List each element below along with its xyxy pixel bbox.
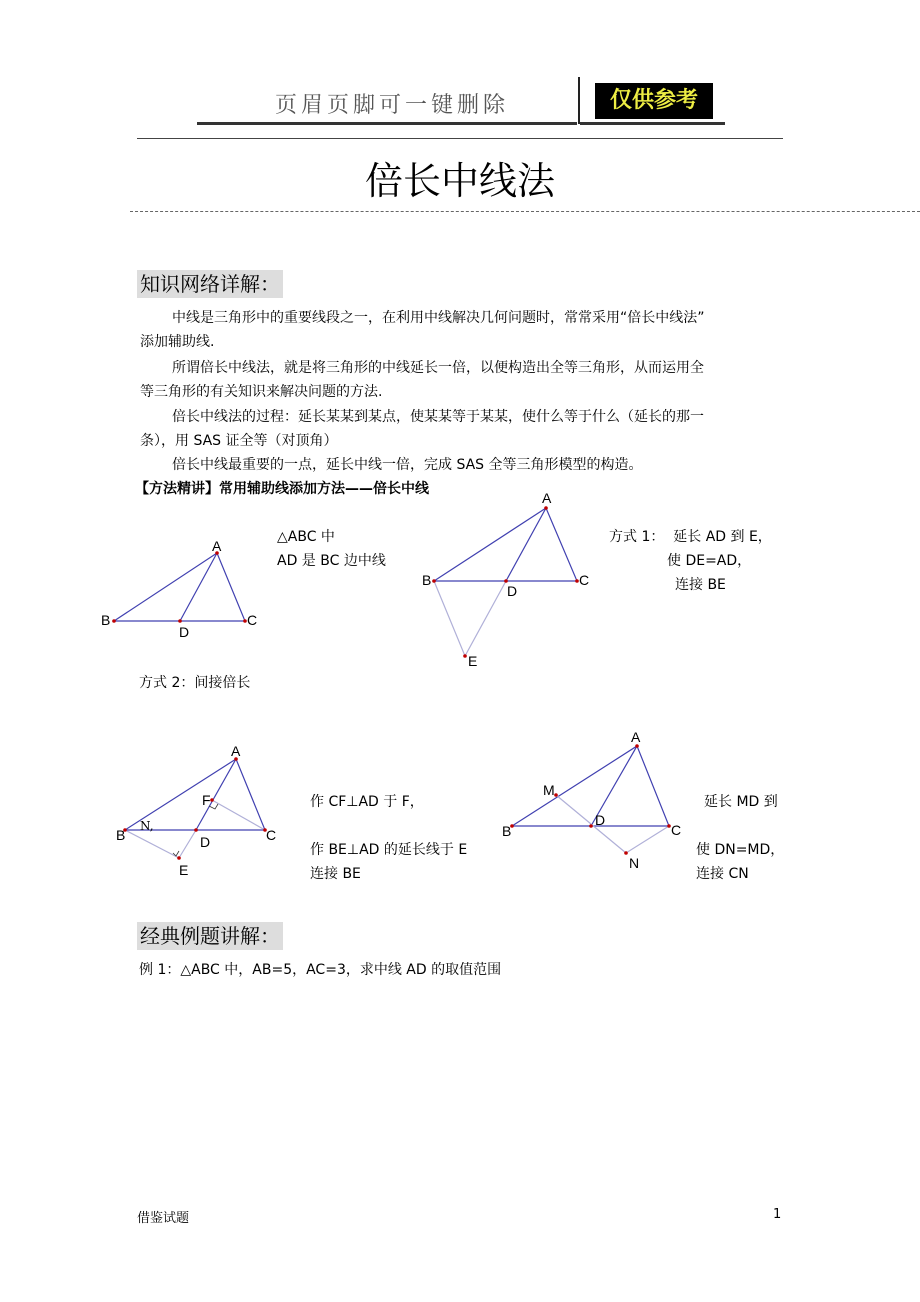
reference-badge: 仅供参考 bbox=[595, 83, 713, 119]
paragraph: 添加辅助线. bbox=[140, 334, 215, 350]
angle-label: N, bbox=[140, 819, 154, 833]
figure-caption: 方式 1： 延长 AD 到 E， bbox=[609, 529, 772, 545]
vertex-label: D bbox=[200, 834, 211, 850]
example-question: 例 1：△ABC 中，AB=5，AC=3，求中线 AD 的取值范围 bbox=[139, 962, 502, 978]
figure-caption: 连接 CN bbox=[696, 866, 749, 882]
vertex-label: B bbox=[422, 572, 432, 588]
vertex-label: A bbox=[231, 743, 241, 759]
vertex-label: A bbox=[631, 729, 641, 745]
figure-caption: 延长 MD 到 bbox=[704, 794, 778, 810]
figure-caption: AD 是 BC 边中线 bbox=[277, 553, 386, 569]
paragraph: 倍长中线最重要的一点，延长中线一倍，完成 SAS 全等三角形模型的构造。 bbox=[172, 457, 643, 473]
page-number: 1 bbox=[773, 1207, 782, 1222]
vertex-label: C bbox=[247, 612, 258, 628]
vertex-label: E bbox=[468, 653, 478, 669]
vertex-label: N bbox=[629, 855, 640, 871]
section-heading: 经典例题讲解： bbox=[137, 922, 283, 950]
vertex-label: M bbox=[543, 782, 555, 798]
paragraph: 所谓倍长中线法，就是将三角形的中线延长一倍，以便构造出全等三角形，从而运用全 bbox=[172, 360, 704, 376]
figure-caption: 作 BE⊥AD 的延长线于 E bbox=[310, 842, 468, 858]
figure-caption: 使 DN=MD， bbox=[696, 842, 785, 858]
vertex-label: D bbox=[595, 812, 606, 828]
vertex-label: D bbox=[179, 624, 190, 640]
paragraph: 等三角形的有关知识来解决问题的方法. bbox=[140, 384, 383, 400]
vertex-label: B bbox=[101, 612, 111, 628]
paragraph: 中线是三角形中的重要线段之一，在利用中线解决几何问题时，常常采用“倍长中线法” bbox=[172, 310, 705, 326]
vertex-label: B bbox=[116, 827, 126, 843]
footer-text: 借鉴试题 bbox=[137, 1211, 190, 1226]
vertex-label: C bbox=[671, 822, 682, 838]
vertex-label: E bbox=[179, 862, 189, 878]
figure-caption: 作 CF⊥AD 于 F， bbox=[310, 794, 424, 810]
figure-3-triangle bbox=[125, 759, 265, 858]
vertex-label: F bbox=[202, 792, 211, 808]
figure-4-triangle bbox=[512, 746, 669, 853]
header-text: 页眉页脚可一键删除 bbox=[275, 93, 510, 118]
figure-caption: 使 DE=AD， bbox=[667, 553, 752, 569]
vertex-label: C bbox=[266, 827, 277, 843]
method2-label: 方式 2：间接倍长 bbox=[139, 675, 251, 691]
vertex-label: A bbox=[542, 490, 552, 506]
paragraph: 条），用 SAS 证全等（对顶角） bbox=[140, 433, 338, 449]
vertex-label: D bbox=[507, 583, 518, 599]
paragraph: 倍长中线法的过程：延长某某到某点，使某某等于某某，使什么等于什么（延长的那一 bbox=[172, 409, 704, 425]
vertex-label: A bbox=[212, 538, 222, 554]
vertex-label: B bbox=[502, 823, 512, 839]
vertex-label: C bbox=[579, 572, 590, 588]
figure-caption: △ABC 中 bbox=[277, 529, 335, 545]
figure-caption: 连接 BE bbox=[310, 866, 361, 882]
section-heading: 知识网络详解： bbox=[137, 270, 283, 298]
method-title: 【方法精讲】常用辅助线添加方法——倍长中线 bbox=[135, 481, 429, 497]
figure-caption: 连接 BE bbox=[675, 577, 726, 593]
page-title: 倍长中线法 bbox=[364, 159, 555, 203]
figure-1-triangle bbox=[114, 553, 245, 621]
